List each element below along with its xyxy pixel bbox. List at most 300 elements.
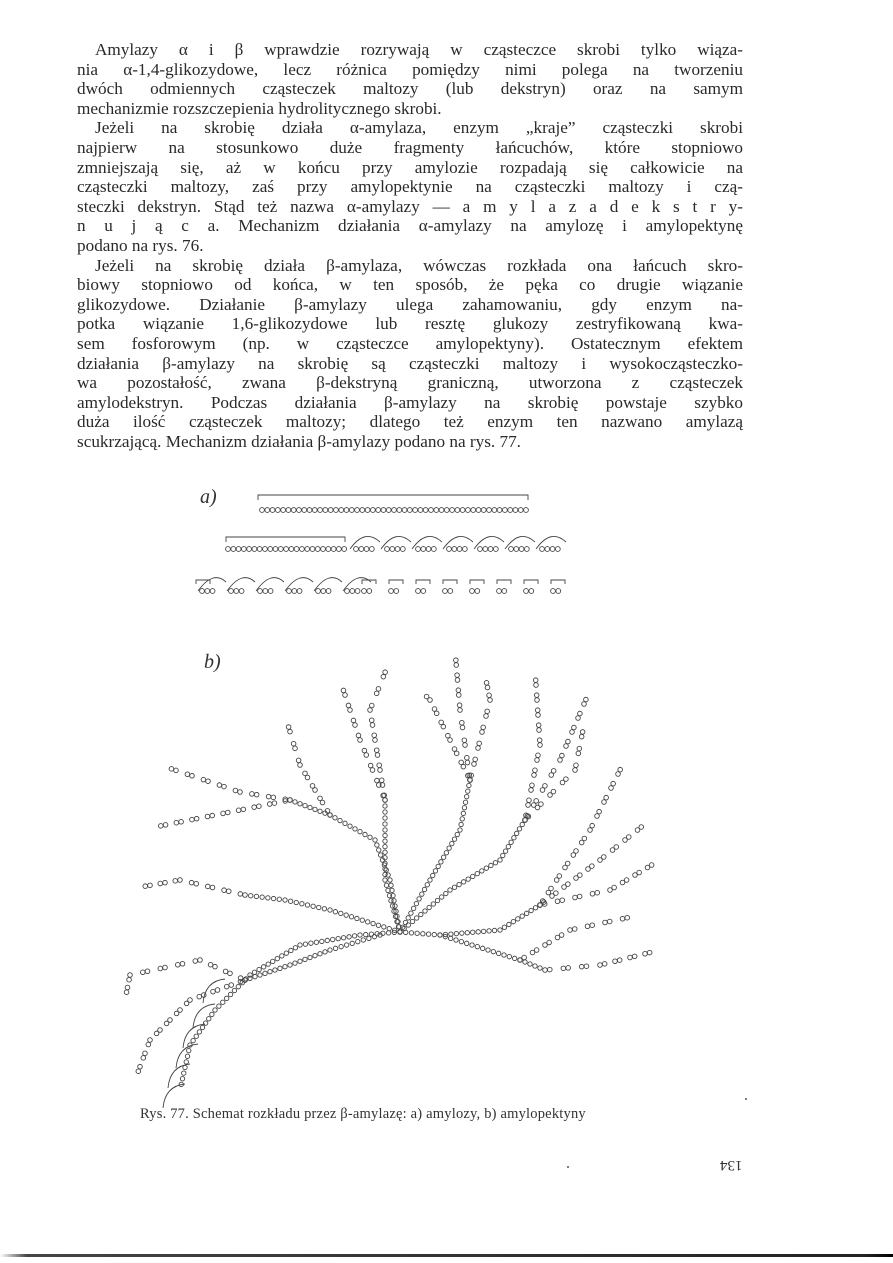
glucose-unit <box>385 547 390 552</box>
glucose-unit <box>427 905 431 909</box>
text-line: steczki dekstryn. Stąd też nazwa α-amylazy — a m y l a z a d e k s t r y- <box>77 196 743 216</box>
glucose-unit <box>201 777 206 782</box>
glucose-unit <box>377 848 381 852</box>
glucose-unit <box>136 1069 141 1074</box>
glucose-unit <box>361 938 365 942</box>
glucose-unit <box>375 778 380 783</box>
glucose-unit <box>537 738 542 743</box>
glucose-unit <box>289 948 293 952</box>
glucose-unit <box>527 798 532 803</box>
glucose-unit <box>266 896 270 900</box>
glucose-unit <box>226 889 231 894</box>
glucose-unit <box>595 814 600 819</box>
glucose-unit <box>141 1056 146 1061</box>
glucose-unit <box>378 853 382 857</box>
glucose-unit <box>211 989 216 994</box>
glucose-unit <box>363 832 367 836</box>
glucose-unit <box>602 962 607 967</box>
glucose-unit <box>303 957 307 961</box>
glucose-unit <box>348 824 352 828</box>
glucose-unit <box>387 926 391 930</box>
glucose-unit <box>514 831 518 835</box>
glucose-unit <box>462 806 466 810</box>
glucose-unit <box>217 783 222 788</box>
glucose-unit <box>400 547 405 552</box>
glucose-unit <box>305 547 310 552</box>
glucose-unit <box>543 784 548 789</box>
glucose-unit <box>307 508 312 513</box>
glucose-unit <box>550 547 555 552</box>
glucose-unit <box>291 508 296 513</box>
glucose-unit <box>403 920 407 924</box>
glucose-unit <box>458 828 462 832</box>
glucose-unit <box>460 725 465 730</box>
glucose-unit <box>431 902 435 906</box>
glucose-unit <box>543 968 548 973</box>
glucose-unit <box>484 714 489 719</box>
glucose-unit <box>271 896 275 900</box>
glucose-unit <box>471 508 476 513</box>
glucose-unit <box>411 906 415 910</box>
glucose-unit <box>174 1011 179 1016</box>
glucose-unit <box>484 866 488 870</box>
glucose-unit <box>409 931 413 935</box>
glucose-unit <box>471 874 475 878</box>
glucose-unit <box>509 547 514 552</box>
glucose-unit <box>533 678 538 683</box>
glucose-unit <box>194 1034 198 1038</box>
glucose-unit <box>383 833 387 837</box>
glucose-unit <box>414 901 418 905</box>
glucose-unit <box>339 508 344 513</box>
glucose-unit <box>355 589 360 594</box>
glucose-unit <box>193 959 198 964</box>
glucose-unit <box>370 723 375 728</box>
glucose-unit <box>455 832 459 836</box>
glucose-unit <box>512 836 516 840</box>
glucose-unit <box>145 969 150 974</box>
glucose-unit <box>336 936 340 940</box>
glucose-unit <box>637 870 642 875</box>
glucose-unit <box>464 794 468 798</box>
glucose-unit <box>564 744 569 749</box>
glucose-unit <box>275 956 279 960</box>
glucose-unit <box>169 767 174 772</box>
text-line: zmniejszają się, aż w końcu przy amylozie rozpadają się całkowicie na <box>77 157 743 177</box>
glucose-unit <box>528 962 532 966</box>
glucose-unit <box>263 547 268 552</box>
glucose-unit <box>164 1021 169 1026</box>
glucose-unit <box>585 924 590 929</box>
glucose-unit <box>468 778 473 783</box>
glucose-unit <box>564 777 569 782</box>
body-text <box>77 40 743 451</box>
glucose-unit <box>415 931 419 935</box>
glucose-unit <box>416 589 421 594</box>
glucose-unit <box>448 936 452 940</box>
glucose-unit <box>338 818 342 822</box>
glucose-unit <box>315 547 320 552</box>
glucose-unit <box>448 738 453 743</box>
glucose-unit <box>386 931 390 935</box>
glucose-unit <box>502 953 506 957</box>
glucose-unit <box>383 828 387 832</box>
glucose-unit <box>420 892 424 896</box>
glucose-unit <box>386 508 391 513</box>
glucose-unit <box>343 693 348 698</box>
glucose-unit <box>292 589 297 594</box>
glucose-unit <box>311 904 315 908</box>
glucose-unit <box>350 941 354 945</box>
glucose-unit <box>241 547 246 552</box>
glucose-unit <box>234 589 239 594</box>
glucose-unit <box>452 885 456 889</box>
glucose-unit <box>455 508 460 513</box>
glucose-unit <box>517 827 521 831</box>
glucose-unit <box>475 589 480 594</box>
glucose-unit <box>187 1048 191 1052</box>
glucose-unit <box>228 971 233 976</box>
glucose-unit <box>460 720 465 725</box>
glucose-unit <box>364 753 369 758</box>
glucose-unit <box>318 952 322 956</box>
glucose-unit <box>417 897 421 901</box>
glucose-unit <box>549 886 554 891</box>
figure-label-a: a) <box>200 486 217 508</box>
glucose-unit <box>476 746 481 751</box>
glucose-unit <box>249 894 253 898</box>
glucose-unit <box>529 589 534 594</box>
glucose-unit <box>477 741 482 746</box>
glucose-unit <box>519 547 524 552</box>
glucose-unit <box>351 718 356 723</box>
glucose-unit <box>278 547 283 552</box>
glucose-unit <box>288 798 293 803</box>
glucose-unit <box>191 1038 195 1042</box>
glucose-unit <box>345 589 350 594</box>
glucose-unit <box>434 711 439 716</box>
glucose-unit <box>138 1064 143 1069</box>
glucose-unit <box>368 708 373 713</box>
glucose-unit <box>326 589 331 594</box>
glucose-unit <box>224 996 228 1000</box>
glucose-unit <box>316 589 321 594</box>
text-line: sem fosforowym (np. w cząsteczce amylopektyny). Ostatecznym efektem <box>77 333 743 353</box>
glucose-unit <box>127 977 132 982</box>
glucose-unit <box>470 943 474 947</box>
glucose-unit <box>163 823 168 828</box>
glucose-unit <box>481 929 485 933</box>
glucose-unit <box>483 547 488 552</box>
glucose-unit <box>584 697 589 702</box>
figure-b-amylopectin-diagram <box>124 658 654 1108</box>
glucose-unit <box>379 778 384 783</box>
glucose-unit <box>524 547 529 552</box>
glucose-unit <box>534 948 539 953</box>
glucose-unit <box>512 956 516 960</box>
glucose-unit <box>143 1051 148 1056</box>
glucose-unit <box>572 725 577 730</box>
glucose-unit <box>369 547 374 552</box>
glucose-unit <box>475 871 479 875</box>
glucose-unit <box>551 589 556 594</box>
glucose-unit <box>333 909 337 913</box>
glucose-unit <box>344 943 348 947</box>
glucose-unit <box>243 893 248 898</box>
glucose-unit <box>178 878 183 883</box>
glucose-unit <box>449 932 453 936</box>
glucose-unit <box>378 768 383 773</box>
glucose-unit <box>208 962 213 967</box>
glucose-unit <box>609 786 614 791</box>
glucose-unit <box>624 878 629 883</box>
glucose-unit <box>308 955 312 959</box>
glucose-unit <box>291 741 296 746</box>
glucose-unit <box>388 878 392 882</box>
text-line: działania β-amylazy na skrobię są cząsteczki maltozy i wysokocząsteczko- <box>77 353 743 373</box>
glucose-unit <box>435 898 439 902</box>
glucose-unit <box>588 828 593 833</box>
scan-speck <box>745 1098 747 1100</box>
glucose-unit <box>488 547 493 552</box>
glucose-unit <box>613 959 618 964</box>
scan-edge-rule <box>0 1254 893 1257</box>
text-line: najpierw na stosunkowo duże fragmenty łańcuchów, które stopniowo <box>77 137 743 157</box>
glucose-unit <box>555 899 560 904</box>
maltose-bracket <box>551 580 565 584</box>
glucose-unit <box>454 751 459 756</box>
glucose-unit <box>422 887 426 891</box>
glucose-unit <box>584 964 589 969</box>
glucose-unit <box>452 837 456 841</box>
glucose-unit <box>197 1030 201 1034</box>
glucose-unit <box>310 547 315 552</box>
glucose-unit <box>402 508 407 513</box>
glucose-unit <box>502 925 506 929</box>
glucose-unit <box>360 508 365 513</box>
glucose-unit <box>293 746 298 751</box>
glucose-unit <box>300 547 305 552</box>
glucose-unit <box>481 508 486 513</box>
glucose-unit <box>268 547 273 552</box>
glucose-unit <box>284 547 289 552</box>
glucose-unit <box>252 547 257 552</box>
glucose-unit <box>321 547 326 552</box>
glucose-unit <box>210 589 215 594</box>
glucose-unit <box>383 670 388 675</box>
text-line: biowy stopniowo od końca, w ten sposób, że pęka co drugie wiązanie <box>77 275 743 295</box>
glucose-unit <box>639 825 644 830</box>
glucose-unit <box>487 693 492 698</box>
glucose-unit <box>647 950 652 955</box>
glucose-unit <box>410 919 414 923</box>
page-number: 134 <box>720 1157 743 1173</box>
glucose-unit <box>574 849 579 854</box>
glucose-unit <box>526 803 531 808</box>
glucose-unit <box>441 724 446 729</box>
glucose-unit <box>194 816 199 821</box>
glucose-unit <box>439 860 443 864</box>
glucose-unit <box>534 693 539 698</box>
glucose-unit <box>536 723 541 728</box>
glucose-unit <box>485 685 490 690</box>
glucose-unit <box>620 916 625 921</box>
glucose-unit <box>384 883 388 887</box>
glucose-unit <box>372 934 376 938</box>
glucose-unit <box>328 508 333 513</box>
glucose-unit <box>423 909 427 913</box>
glucose-unit <box>493 547 498 552</box>
glucose-unit <box>360 918 364 922</box>
glucose-unit <box>213 964 218 969</box>
glucose-unit <box>179 819 184 824</box>
glucose-unit <box>632 954 637 959</box>
glucose-unit <box>514 547 519 552</box>
glucose-unit <box>419 912 423 916</box>
glucose-unit <box>297 589 302 594</box>
glucose-unit <box>461 880 465 884</box>
glucose-unit <box>498 858 502 862</box>
glucose-unit <box>286 508 291 513</box>
glucose-unit <box>465 760 470 765</box>
glucose-unit <box>611 781 616 786</box>
glucose-unit <box>397 508 402 513</box>
glucose-unit <box>559 933 564 938</box>
glucose-unit <box>425 883 429 887</box>
glucose-unit <box>501 853 505 857</box>
glucose-unit <box>463 800 467 804</box>
glucose-unit <box>536 753 541 758</box>
glucose-unit <box>206 779 211 784</box>
glucose-unit <box>148 883 153 888</box>
glucose-unit <box>359 547 364 552</box>
glucose-unit <box>312 508 317 513</box>
glucose-unit <box>309 941 313 945</box>
glucose-unit <box>480 946 484 950</box>
glucose-unit <box>524 911 528 915</box>
glucose-unit <box>275 508 280 513</box>
glucose-unit <box>433 869 437 873</box>
glucose-unit <box>452 747 457 752</box>
glucose-unit <box>198 958 203 963</box>
glucose-unit <box>260 508 265 513</box>
glucose-unit <box>373 838 377 842</box>
glucose-unit <box>283 898 287 902</box>
glucose-unit <box>183 1065 187 1069</box>
chain-bracket <box>258 495 528 500</box>
text-line: dwóch odmiennych cząsteczek maltozy (lub dekstryn) oraz na samym <box>77 79 743 99</box>
glucose-unit <box>535 758 540 763</box>
glucose-unit <box>355 916 359 920</box>
glucose-unit <box>252 970 256 974</box>
glucose-unit <box>203 1021 207 1025</box>
glucose-unit <box>217 1004 221 1008</box>
glucose-unit <box>273 547 278 552</box>
glucose-unit <box>293 800 297 804</box>
glucose-unit <box>182 1071 186 1075</box>
glucose-unit <box>424 694 429 699</box>
glucose-unit <box>582 836 587 841</box>
glucose-unit <box>373 738 378 743</box>
glucose-unit <box>529 908 533 912</box>
glucose-unit <box>159 824 164 829</box>
glucose-unit <box>502 589 507 594</box>
glucose-unit <box>452 547 457 552</box>
glucose-unit <box>473 757 478 762</box>
glucose-unit <box>554 891 559 896</box>
glucose-unit <box>466 877 470 881</box>
glucose-unit <box>318 508 323 513</box>
text-line: Jeżeli na skrobię działa β-amylaza, wówczas rozkłada ona łańcuch skro- <box>95 255 743 275</box>
glucose-unit <box>467 783 471 787</box>
glucose-unit <box>344 913 348 917</box>
glucose-unit <box>573 895 578 900</box>
glucose-unit <box>455 673 460 678</box>
glucose-unit <box>124 990 129 995</box>
glucose-unit <box>565 861 570 866</box>
glucose-unit <box>364 932 368 936</box>
glucose-unit <box>431 873 435 877</box>
glucose-unit <box>518 508 523 513</box>
glucose-unit <box>551 789 556 794</box>
glucose-unit <box>507 954 511 958</box>
glucose-unit <box>426 932 430 936</box>
glucose-unit <box>577 746 582 751</box>
text-line: nia α-1,4-glikozydowe, lecz różnica pomiędzy nimi polega na tworzeniu <box>77 59 743 79</box>
glucose-unit <box>180 961 185 966</box>
glucose-unit <box>602 800 607 805</box>
glucose-unit <box>367 589 372 594</box>
glucose-unit <box>434 508 439 513</box>
glucose-unit <box>557 874 562 879</box>
glucose-unit <box>481 725 486 730</box>
glucose-unit <box>492 928 496 932</box>
glucose-unit <box>175 962 180 967</box>
glucose-unit <box>375 753 380 758</box>
glucose-unit <box>535 698 540 703</box>
glucose-unit <box>224 984 229 989</box>
glucose-unit <box>462 547 467 552</box>
glucose-unit <box>447 547 452 552</box>
glucose-unit <box>369 703 374 708</box>
glucose-unit <box>643 951 648 956</box>
glucose-unit <box>308 805 312 809</box>
glucose-unit <box>356 733 361 738</box>
glucose-unit <box>222 784 227 789</box>
glucose-unit <box>530 783 535 788</box>
text-line: cząsteczki maltozy, zaś przy amylopektynie na cząsteczki maltozy i czą- <box>77 177 743 197</box>
glucose-unit <box>423 508 428 513</box>
glucose-unit <box>383 810 387 814</box>
glucose-unit <box>590 891 595 896</box>
maltose-bracket <box>497 580 511 584</box>
glucose-unit <box>465 931 469 935</box>
glucose-unit <box>313 953 317 957</box>
glucose-unit <box>205 814 210 819</box>
glucose-unit <box>258 973 262 977</box>
glucose-unit <box>496 951 500 955</box>
glucose-unit <box>428 878 432 882</box>
glucose-unit <box>488 698 493 703</box>
glucose-unit <box>375 843 379 847</box>
glucose-unit <box>265 508 270 513</box>
glucose-unit <box>389 899 393 903</box>
glucose-unit <box>439 508 444 513</box>
glucose-unit <box>625 915 630 920</box>
glucose-unit <box>158 881 163 886</box>
glucose-unit <box>368 763 373 768</box>
glucose-unit <box>383 872 387 876</box>
